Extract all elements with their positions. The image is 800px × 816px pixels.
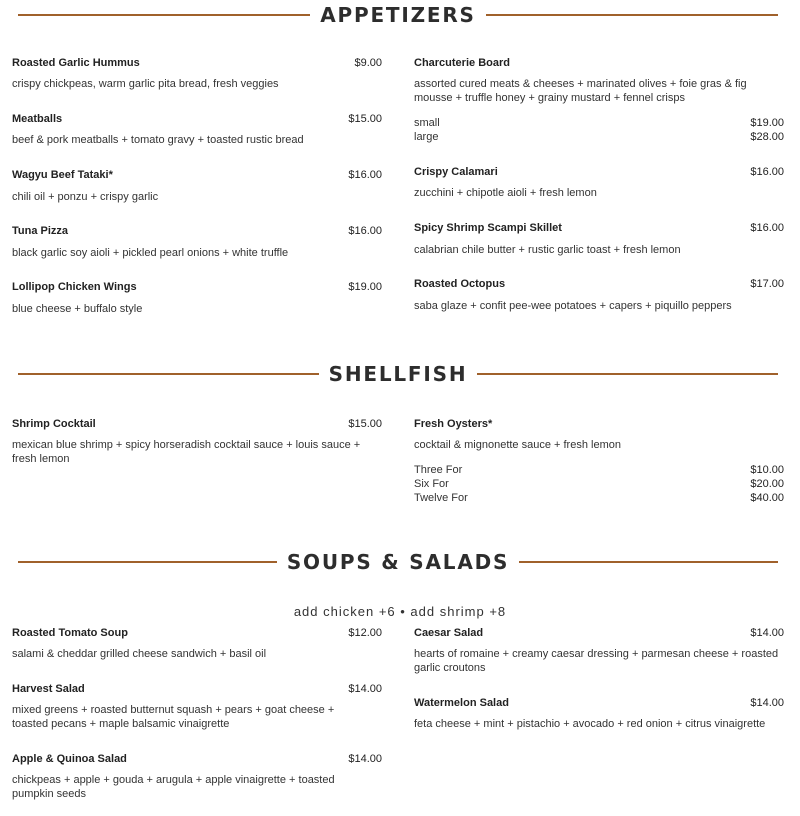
divider-line (519, 561, 778, 563)
menu-item-name: Meatballs (12, 113, 63, 125)
menu-item-name: Lollipop Chicken Wings (12, 281, 137, 293)
size-price: $10.00 (750, 464, 784, 476)
menu-item-price: $14.00 (750, 697, 784, 709)
menu-item-price: $16.00 (750, 222, 784, 234)
menu-item-name: Apple & Quinoa Salad (12, 753, 127, 765)
menu-item-description: mexican blue shrimp + spicy horseradish cocktail sauce + louis sauce + fresh lemon (12, 439, 361, 465)
menu-item-name: Shrimp Cocktail (12, 418, 96, 430)
menu-item-name: Caesar Salad (414, 627, 484, 639)
menu-item-price: $15.00 (348, 113, 382, 125)
menu-item-name: Roasted Garlic Hummus (12, 57, 140, 69)
menu-item-price: $14.00 (348, 683, 382, 695)
menu-item-description: black garlic soy aioli + pickled pearl onions + white truffle (12, 247, 289, 259)
menu-item-description: hearts of romaine + creamy caesar dressing + parmesan cheese + roasted garlic croutons (414, 648, 779, 674)
menu-item-description: zucchini + chipotle aioli + fresh lemon (414, 187, 597, 199)
section-header-shellfish (18, 359, 778, 389)
menu-item-price: $12.00 (348, 627, 382, 639)
menu-item-price: $17.00 (750, 278, 784, 290)
menu-item-description: chickpeas + apple + gouda + arugula + apple vinaigrette + toasted pumpkin seeds (12, 774, 335, 800)
menu-item-name: Harvest Salad (12, 683, 85, 695)
menu-item-description: crispy chickpeas, warm garlic pita bread, fresh veggies (12, 78, 279, 90)
menu-item-description: chili oil + ponzu + crispy garlic (12, 191, 159, 203)
menu-item-price: $14.00 (348, 753, 382, 765)
menu-item-price: $16.00 (348, 169, 382, 181)
menu-item-description: assorted cured meats & cheeses + marinated olives + foie gras & fig mousse + truffle honey + grainy mustard + fennel crisps (414, 78, 747, 104)
divider-line (477, 373, 778, 375)
menu-item-price: $14.00 (750, 627, 784, 639)
size-label: large (414, 131, 439, 143)
menu-item-description: saba glaze + confit pee-wee potatoes + capers + piquillo peppers (414, 300, 732, 312)
menu-item-price: $9.00 (354, 57, 382, 69)
menu-item-price: $16.00 (348, 225, 382, 237)
add-protein-note: add chicken +6 • add shrimp +8 (293, 604, 507, 619)
section-header-soups-salads (18, 547, 778, 577)
divider-line (18, 561, 277, 563)
size-label: Three For (414, 464, 463, 476)
menu-item-description: mixed greens + roasted butternut squash + pears + goat cheese + toasted pecans + maple balsamic vinaigrette (12, 704, 335, 730)
menu-item-name: Roasted Tomato Soup (12, 627, 128, 639)
size-label: small (414, 117, 440, 129)
divider-line (18, 373, 319, 375)
menu-item-description: feta cheese + mint + pistachio + avocado + red onion + citrus vinaigrette (414, 718, 766, 730)
menu-item-description: beef & pork meatballs + tomato gravy + toasted rustic bread (12, 134, 304, 146)
section-header-appetizers (18, 0, 778, 30)
size-price: $28.00 (750, 131, 784, 143)
menu-item-name: Watermelon Salad (414, 697, 509, 709)
section-title-shellfish: SHELLFISH (328, 362, 468, 386)
section-title-soups-salads: SOUPS & SALADS (286, 550, 510, 574)
size-price: $19.00 (750, 117, 784, 129)
menu-item-name: Fresh Oysters* (414, 418, 493, 430)
menu-item-price: $16.00 (750, 166, 784, 178)
menu-item-name: Tuna Pizza (12, 225, 69, 237)
divider-line (18, 14, 310, 16)
size-price: $20.00 (750, 478, 784, 490)
section-title-appetizers: APPETIZERS (320, 3, 476, 27)
menu-item-name: Crispy Calamari (414, 166, 498, 178)
menu-item-description: blue cheese + buffalo style (12, 303, 143, 315)
menu-item-price: $15.00 (348, 418, 382, 430)
menu-item-name: Charcuterie Board (414, 57, 510, 69)
menu-item-name: Spicy Shrimp Scampi Skillet (414, 222, 562, 234)
menu-item-name: Wagyu Beef Tataki* (12, 169, 113, 181)
menu-item-price: $19.00 (348, 281, 382, 293)
divider-line (486, 14, 778, 16)
menu-item-description: salami & cheddar grilled cheese sandwich + basil oil (12, 648, 267, 660)
size-price: $40.00 (750, 492, 784, 504)
size-label: Twelve For (414, 492, 468, 504)
menu-item-description: calabrian chile butter + rustic garlic toast + fresh lemon (414, 244, 681, 256)
menu-item-name: Roasted Octopus (414, 278, 506, 290)
size-label: Six For (414, 478, 449, 490)
menu-item-description: cocktail & mignonette sauce + fresh lemon (414, 439, 621, 451)
